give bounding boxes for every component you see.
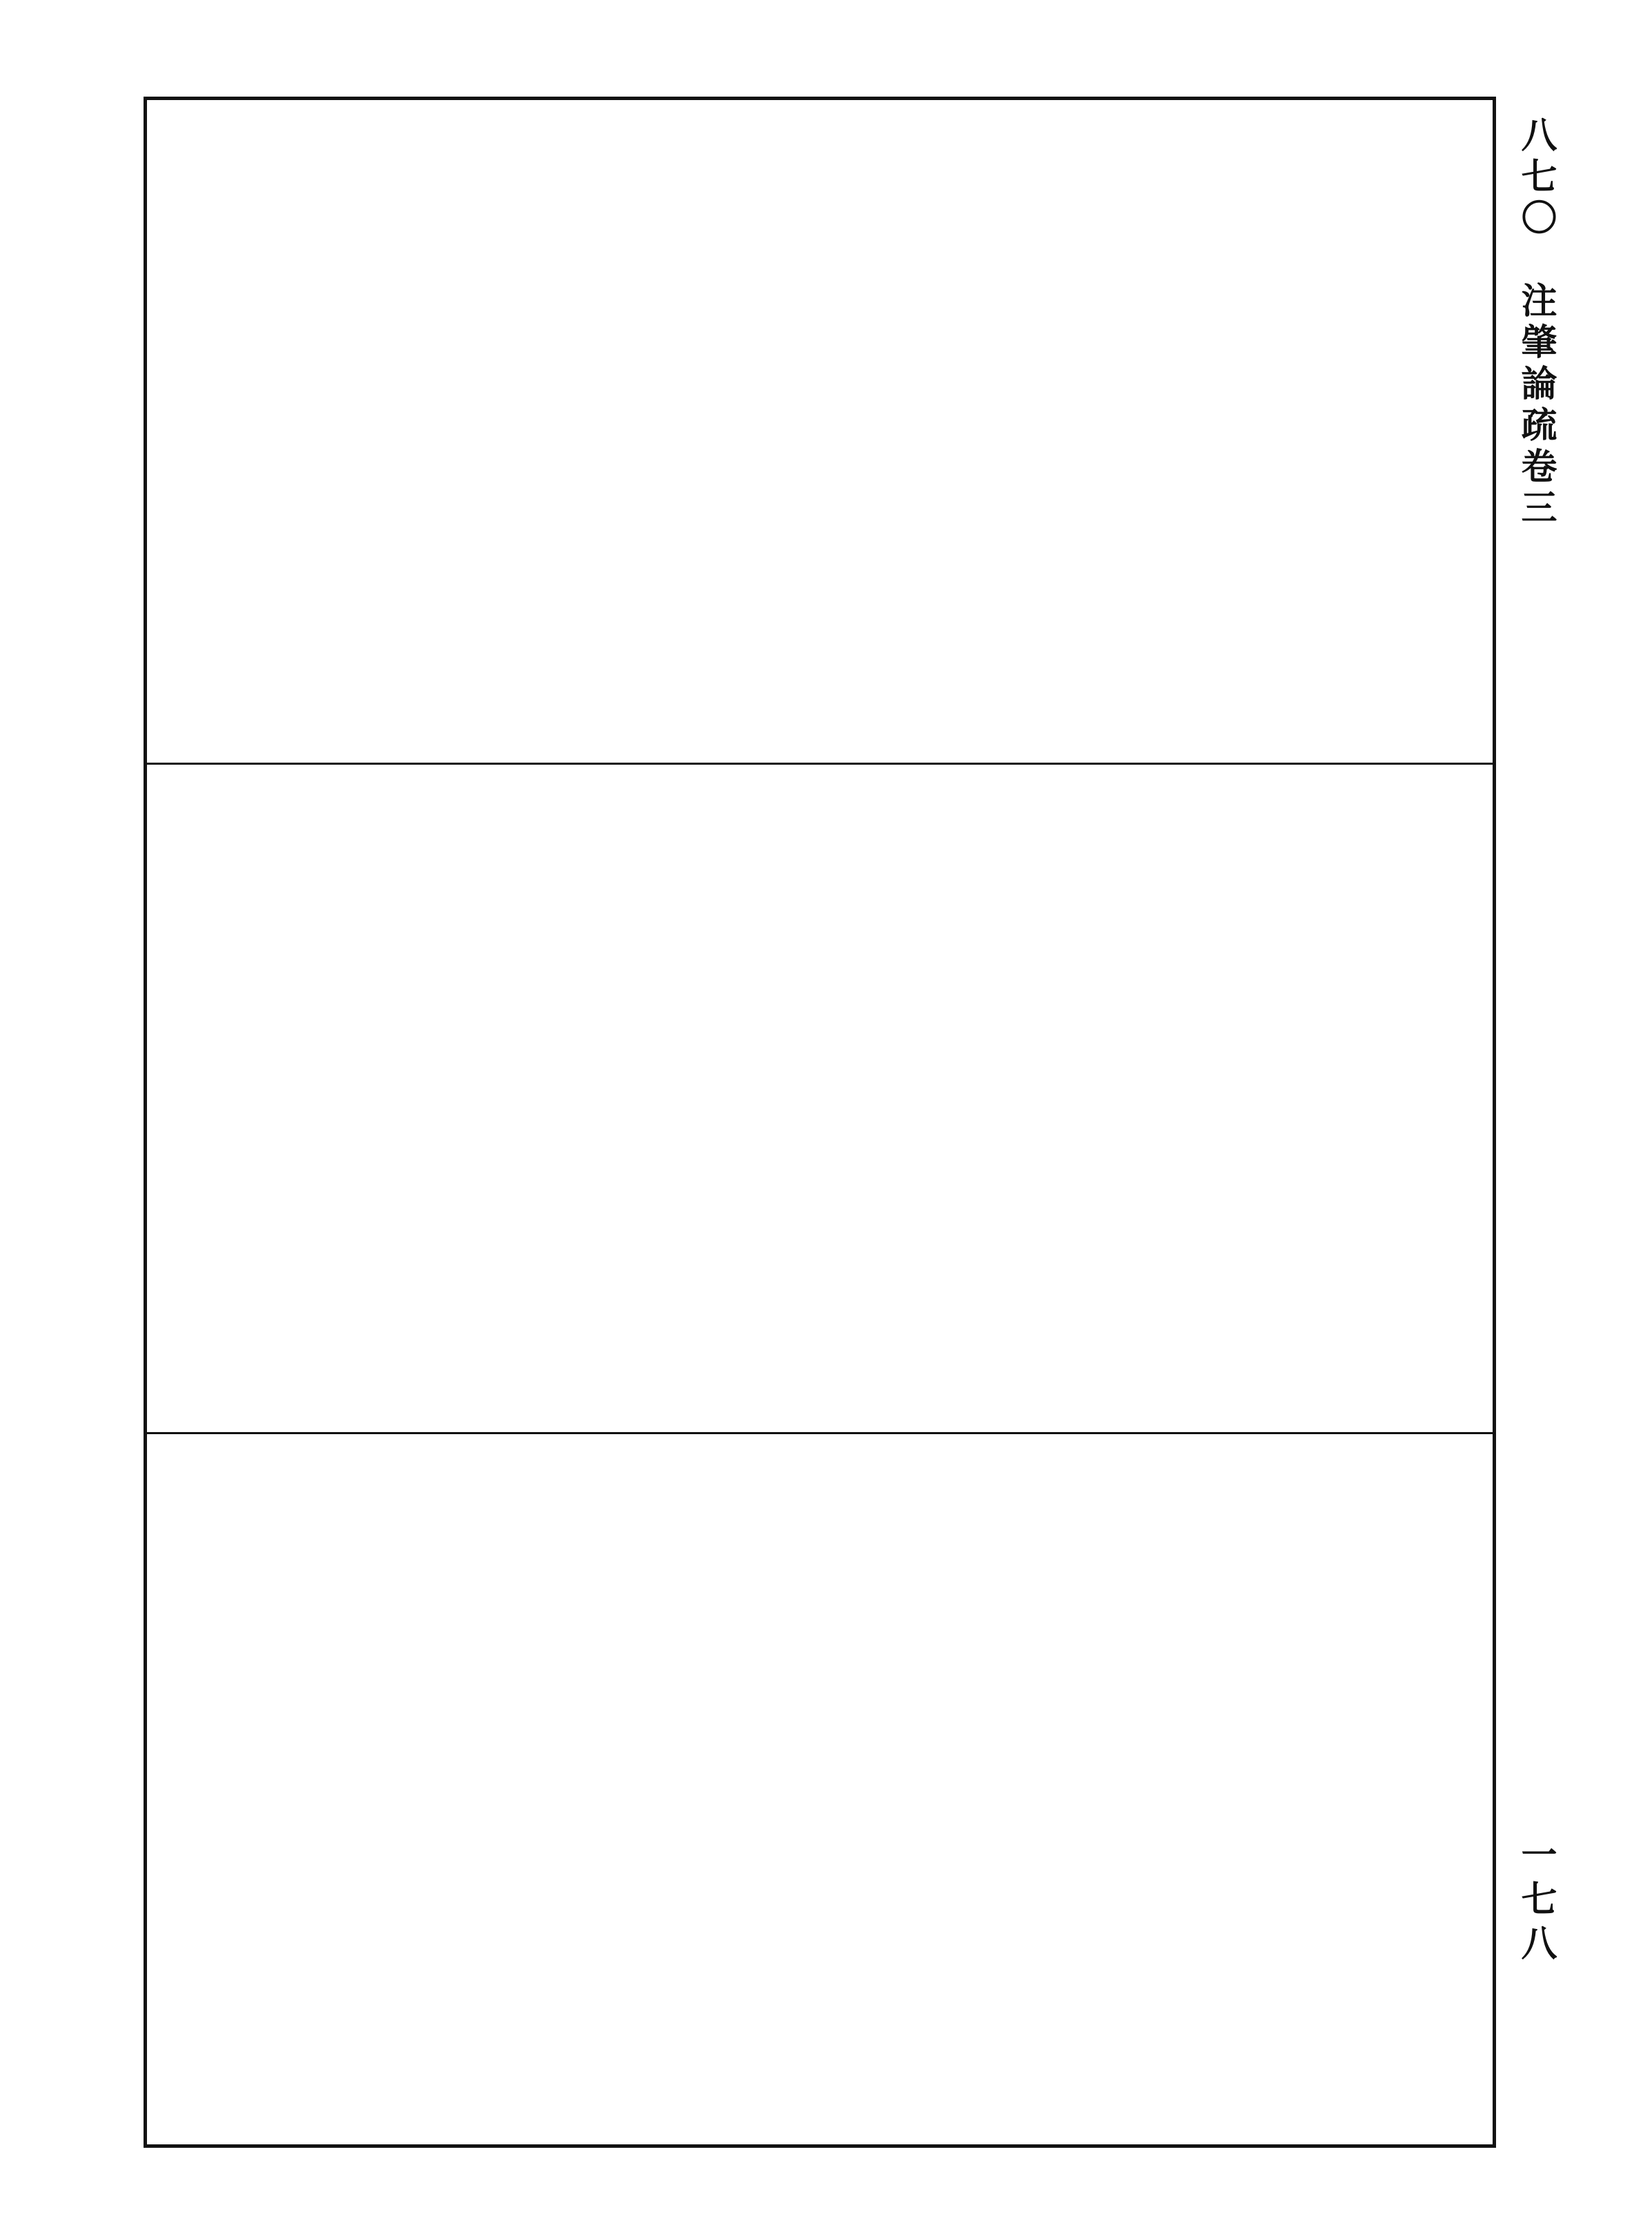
running-title: 八七〇 注肇論疏卷三 xyxy=(1515,116,1557,530)
page-number: 一七八 xyxy=(1515,1836,1557,1968)
register-divider xyxy=(147,763,1493,765)
text-frame xyxy=(144,97,1496,2148)
register-divider xyxy=(147,1432,1493,1434)
